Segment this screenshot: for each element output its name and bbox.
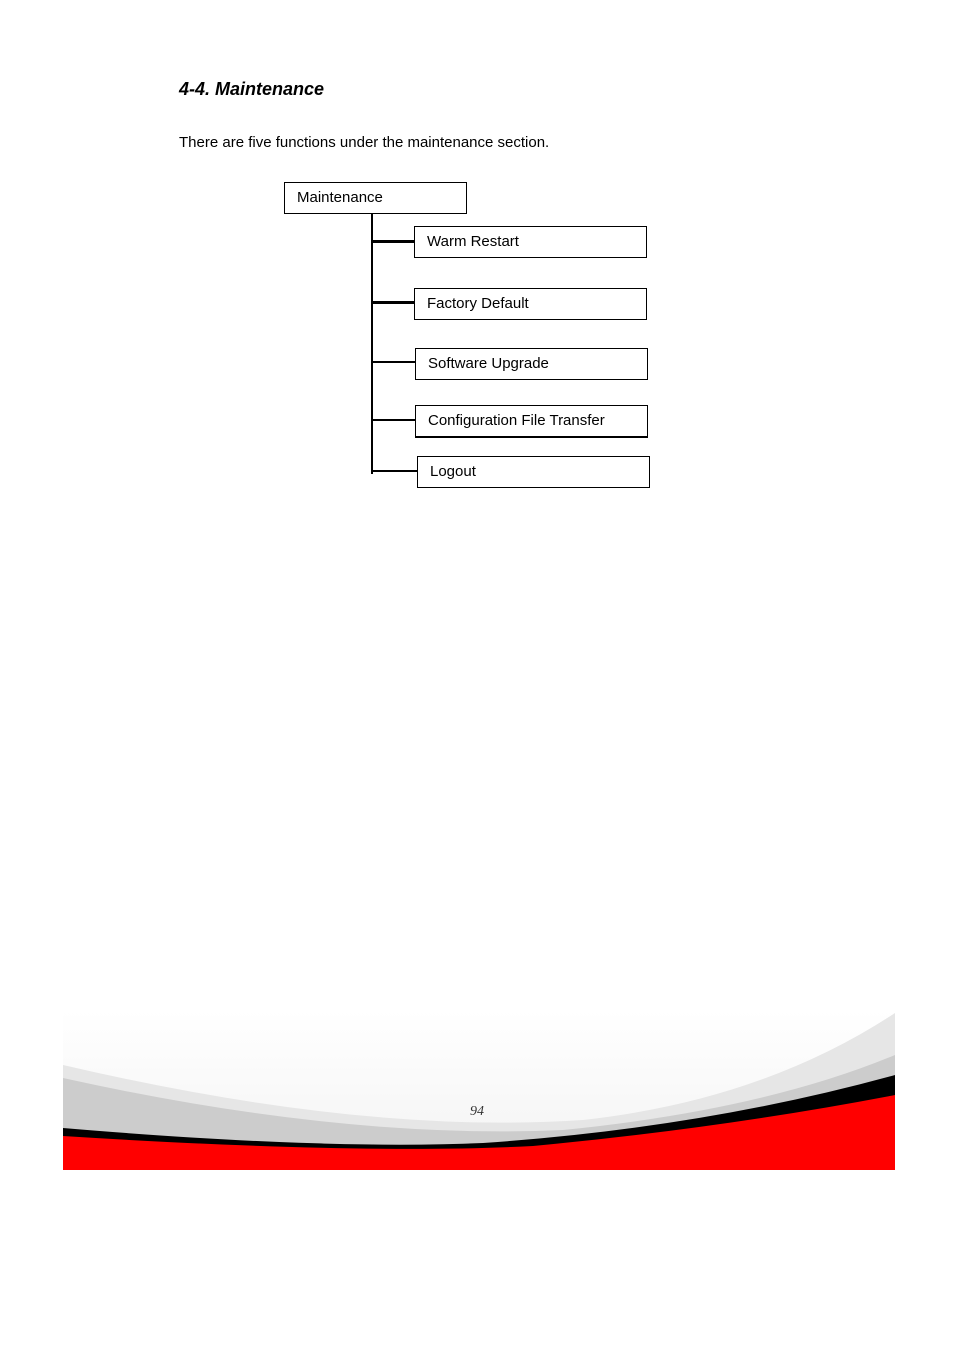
footer-swoosh-graphic bbox=[63, 1010, 895, 1170]
tree-item-factory-default: Factory Default bbox=[414, 288, 647, 320]
section-heading: 4-4. Maintenance bbox=[179, 79, 325, 99]
tree-item-configuration-file-transfer: Configuration File Transfer bbox=[415, 405, 648, 438]
tree-root-maintenance: Maintenance bbox=[284, 182, 467, 214]
branch-line bbox=[371, 470, 418, 472]
tree-item-software-upgrade: Software Upgrade bbox=[415, 348, 648, 380]
branch-line bbox=[371, 419, 416, 421]
branch-line bbox=[371, 361, 416, 363]
page-number: 94 bbox=[470, 1104, 484, 1119]
intro-text: There are five functions under the maintenance section. bbox=[179, 134, 550, 151]
tree-trunk-line bbox=[371, 214, 373, 474]
tree-item-logout: Logout bbox=[417, 456, 650, 488]
branch-line bbox=[371, 301, 415, 304]
tree-item-warm-restart: Warm Restart bbox=[414, 226, 647, 258]
branch-line bbox=[371, 240, 415, 243]
